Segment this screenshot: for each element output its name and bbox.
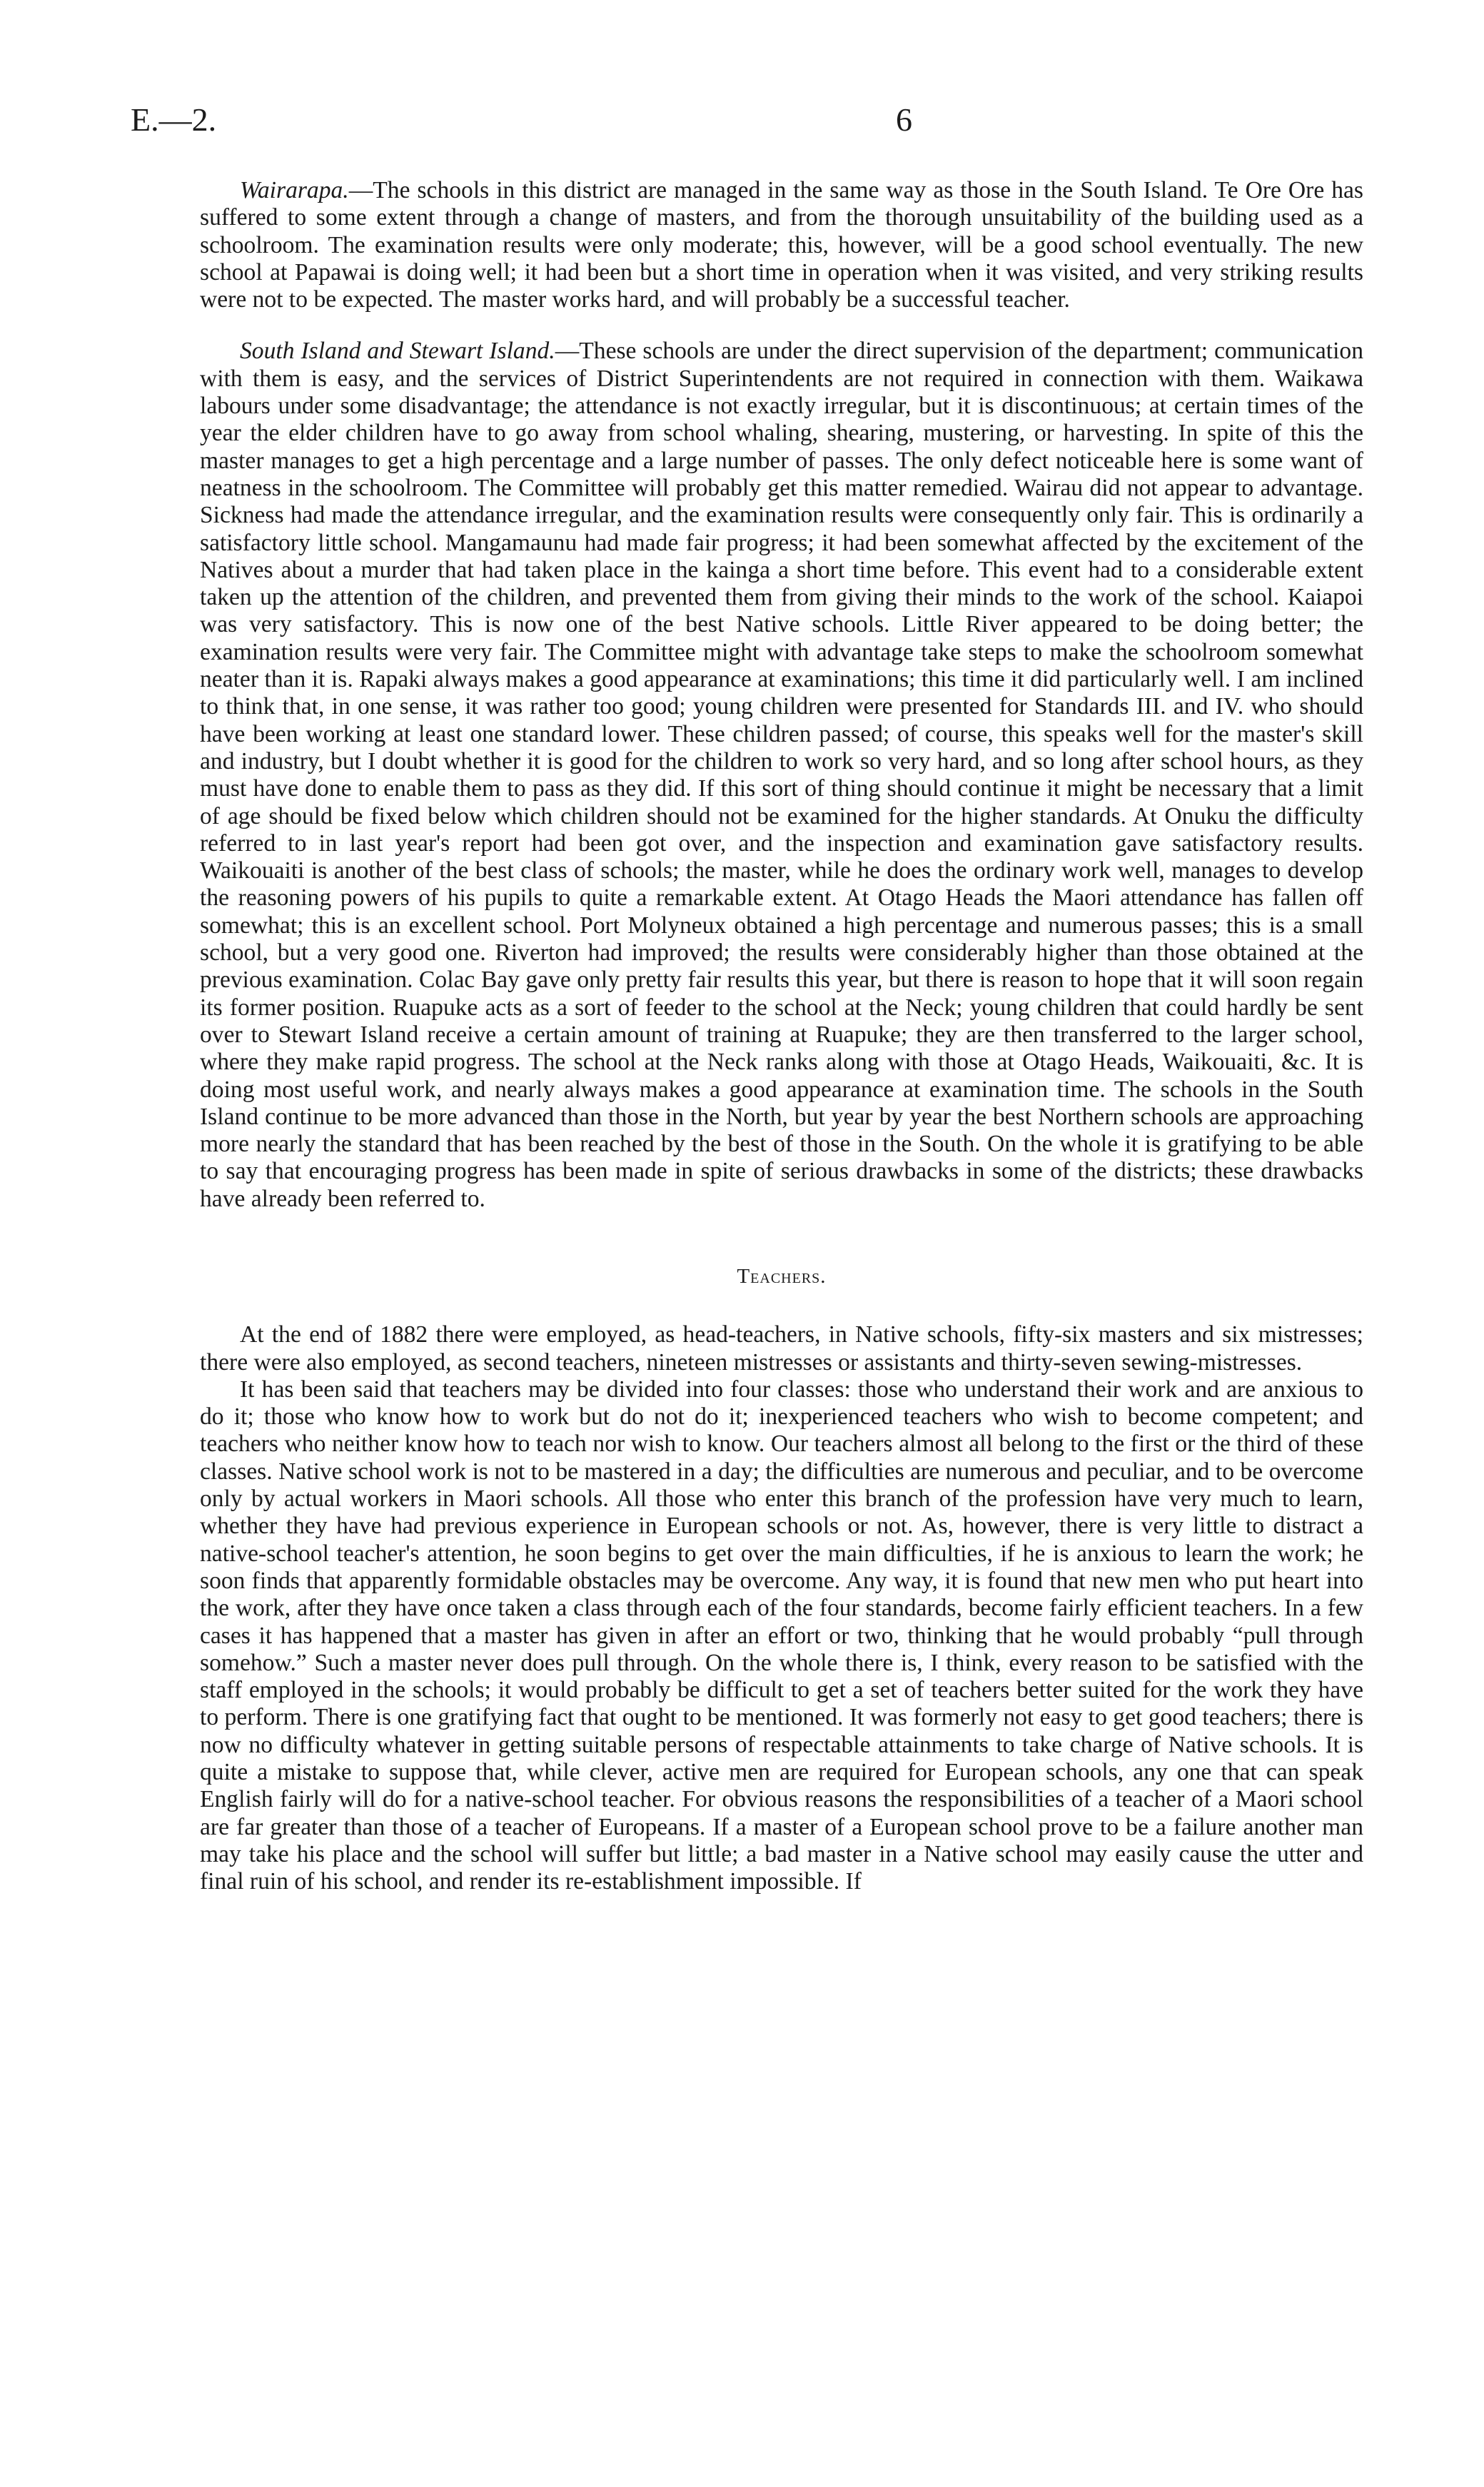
teachers-paragraph-1: At the end of 1882 there were employed, as head-teachers, in Native schools, fifty-six masters and six mistresses; there were also employed, as second teachers, nineteen mistresses or assistants and thirty-seven sewing-mistresses. <box>200 1321 1363 1376</box>
south-island-paragraph <box>200 338 1363 1213</box>
teachers-paragraph-2: It has been said that teachers may be divided into four classes: those who understand their work and are anxious to do it; those who know how to work but do not do it; inexperienced teachers who wish to become competent; and teachers who neither know how to teach nor wish to know. Our teachers almost all belong to the first or the third of these classes. Native school work is not to be mastered in a day; the difficulties are numerous and peculiar, and to be overcome only by actual workers in Maori schools. All those who enter this branch of the profession have very much to learn, whether they have had previous experience in European schools or not. As, however, there is very little to distract a native-school teacher's attention, he soon begins to get over the main difficulties, if he is anxious to learn the work; he soon finds that apparently formidable obstacles may be overcome. Any way, it is found that new men who put heart into the work, after they have once taken a class through each of the four standards, become fairly efficient teachers. In a few cases it has happened that a master has given in after an effort or two, thinking that he would probably “pull through somehow.” Such a master never does pull through. On the whole there is, I think, every reason to be satisfied with the staff employed in the schools; it would probably be difficult to get a set of teachers better suited for the work they have to perform. There is one gratifying fact that ought to be mentioned. It was formerly not easy to get good teachers; there is now no difficulty whatever in getting suitable persons of respectable attainments to take charge of Native schools. It is quite a mistake to suppose that, while clever, active men are required for European schools, any one that can speak English fairly will do for a native-school teacher. For obvious reasons the responsibilities of a teacher of a Maori school are far greater than those of a teacher of Europeans. If a master of a European school prove to be a failure another man may take his place and the school will suffer but little; a bad master in a Native school may easily cause the utter and final ruin of his school, and render its re-establishment impossible. If <box>200 1376 1363 1895</box>
wairarapa-text: —The schools in this district are managed in the same way as those in the South Island. Te Ore Ore has suffered to some extent through a change of masters, and from the thorough unsuitability of the building used as a schoolroom. The examination results were only moderate; this, however, will be a good school eventually. The new school at Papawai is doing well; it had been but a short time in operation when it was visited, and very striking results were not to be expected. The master works hard, and will probably be a successful teacher. <box>200 177 1363 313</box>
south-island-title: South Island and Stewart Island. <box>240 338 555 365</box>
wairarapa-paragraph <box>200 177 1363 313</box>
page-header <box>131 99 1366 141</box>
section-heading-teachers: Teachers. <box>737 1264 827 1288</box>
south-island-text: —These schools are under the direct supervision of the department; communication with them is easy, and the services of District Superintendents are not required in connection with them. Waikawa labours under some disadvantage; the attendance is not exactly irregular, but it is discontinuous; at certain times of the year the elder children have to go away from school whaling, shearing, mustering, or harvesting. In spite of this the master manages to get a high percentage and a large number of passes. The only defect noticeable here is some want of neatness in the schoolroom. The Committee will probably get this matter remedied. Wairau did not appear to advantage. Sickness had made the attendance irregular, and the examination results were consequently only fair. This is ordinarily a satisfactory little school. Mangamaunu had made fair progress; it had been somewhat affected by the excitement of the Natives about a murder that had taken place in the kainga a short time before. This event had to a considerable extent taken up the attention of the children, and prevented them from giving their minds to the work of the school. Kaiapoi was very satisfactory. This is now one of the best Native schools. Little River appeared to be doing better; the examination results were very fair. The Committee might with advantage take steps to make the schoolroom somewhat neater than it is. Rapaki always makes a good appearance at examinations; this time it did particularly well. I am inclined to think that, in one sense, it was rather too good; young children were presented for Standards III. and IV. who should have been working at least one standard lower. These children passed; of course, this speaks well for the master's skill and industry, but I doubt whether it is good for the children to work so very hard, and so long after school hours, as they must have done to enable them to pass as they did. If this sort of thing should continue it might be necessary that a limit of age should be fixed below which children should not be examined for the higher standards. At Onuku the difficulty referred to in last year's report had been got over, and the inspection and examination gave satisfactory results. Waikouaiti is another of the best class of schools; the master, while he does the ordinary work well, manages to develop the reasoning powers of his pupils to quite a remarkable extent. At Otago Heads the Maori attendance has fallen off somewhat; this is an excellent school. Port Molyneux obtained a high percentage and numerous passes; this is a small school, but a very good one. Riverton had improved; the results were considerably higher than those obtained at the previous examination. Colac Bay gave only pretty fair results this year, but there is reason to hope that it will soon regain its former position. Ruapuke acts as a sort of feeder to the school at the Neck; young children that could hardly be sent over to Stewart Island receive a certain amount of training at Ruapuke; they are then transferred to the larger school, where they make rapid progress. The school at the Neck ranks along with those at Otago Heads, Waikouaiti, &c. It is doing most useful work, and nearly always makes a good appearance at examination time. The schools in the South Island continue to be more advanced than those in the North, but year by year the best Northern schools are approaching more nearly the standard that has been reached by the best of those in the South. On the whole it is gratifying to be able to say that encouraging progress has been made in spite of serious drawbacks in some of the districts; these drawbacks have already been referred to. <box>200 338 1363 1212</box>
page-number: 6 <box>896 101 912 138</box>
wairarapa-title: Wairarapa. <box>240 177 349 203</box>
document-reference: E.—2. <box>131 101 217 138</box>
page-body <box>200 177 1363 1896</box>
